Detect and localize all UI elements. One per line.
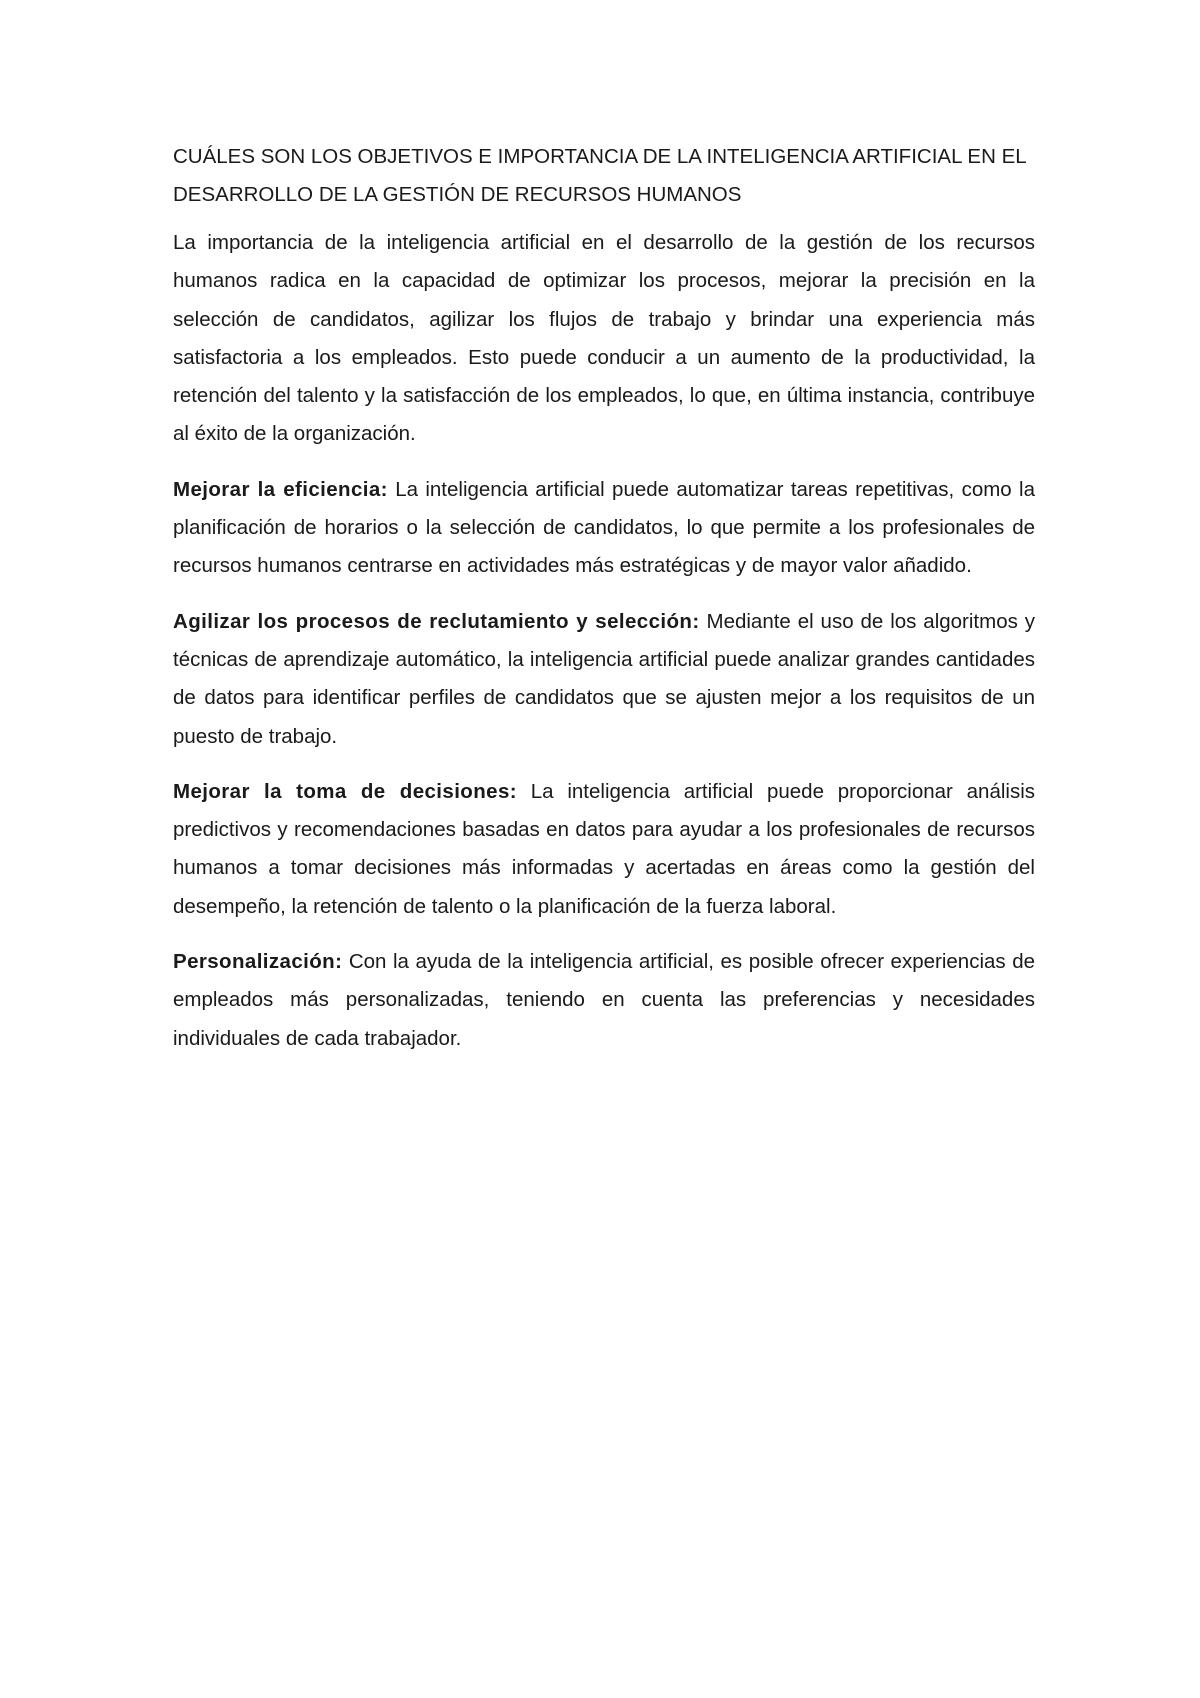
section-text: La inteligencia artificial puede automatizar tareas repetitivas, como la planificación de horarios o la selección de candidatos, lo que permite a los profesionales de recursos humanos centrarse en actividades más estratégicas y de mayor valor añadido. bbox=[173, 477, 1035, 578]
section-lead: Personalización: bbox=[173, 950, 343, 974]
section-lead: Mejorar la eficiencia: bbox=[173, 477, 388, 501]
section-personalization bbox=[173, 943, 1035, 1058]
section-recruitment bbox=[173, 603, 1035, 756]
section-lead: Mejorar la toma de decisiones: bbox=[173, 779, 517, 803]
section-lead: Agilizar los procesos de reclutamiento y selección: bbox=[173, 609, 700, 633]
document-page bbox=[173, 138, 1035, 1075]
section-text: Mediante el uso de los algoritmos y técnicas de aprendizaje automático, la inteligencia artificial puede analizar grandes cantidades de datos para identificar perfiles de candidatos que se ajusten mejor a los requisitos de un puesto de trabajo. bbox=[173, 609, 1036, 748]
section-text: La inteligencia artificial puede proporcionar análisis predictivos y recomendaciones basadas en datos para ayudar a los profesionales de recursos humanos a tomar decisiones más informadas y acertadas en áreas como la gestión del desempeño, la retención de talento o la planificación de la fuerza laboral. bbox=[173, 779, 1036, 918]
document-title: CUÁLES SON LOS OBJETIVOS E IMPORTANCIA DE LA INTELIGENCIA ARTIFICIAL EN EL DESARROLLO DE LA GESTIÓN DE RECURSOS HUMANOS bbox=[173, 145, 1026, 206]
section-text: Con la ayuda de la inteligencia artificial, es posible ofrecer experiencias de empleados más personalizadas, teniendo en cuenta las preferencias y necesidades individuales de cada trabajador. bbox=[173, 950, 1035, 1050]
section-decisions bbox=[173, 773, 1035, 926]
section-efficiency bbox=[173, 471, 1035, 586]
intro-paragraph: La importancia de la inteligencia artificial en el desarrollo de la gestión de los recursos humanos radica en la capacidad de optimizar los procesos, mejorar la precisión en la selección de candidatos, agilizar los flujos de trabajo y brindar una experiencia más satisfactoria a los empleados. Esto puede conducir a un aumento de la productividad, la retención del talento y la satisfacción de los empleados, lo que, en última instancia, contribuye al éxito de la organización. bbox=[173, 231, 1035, 446]
